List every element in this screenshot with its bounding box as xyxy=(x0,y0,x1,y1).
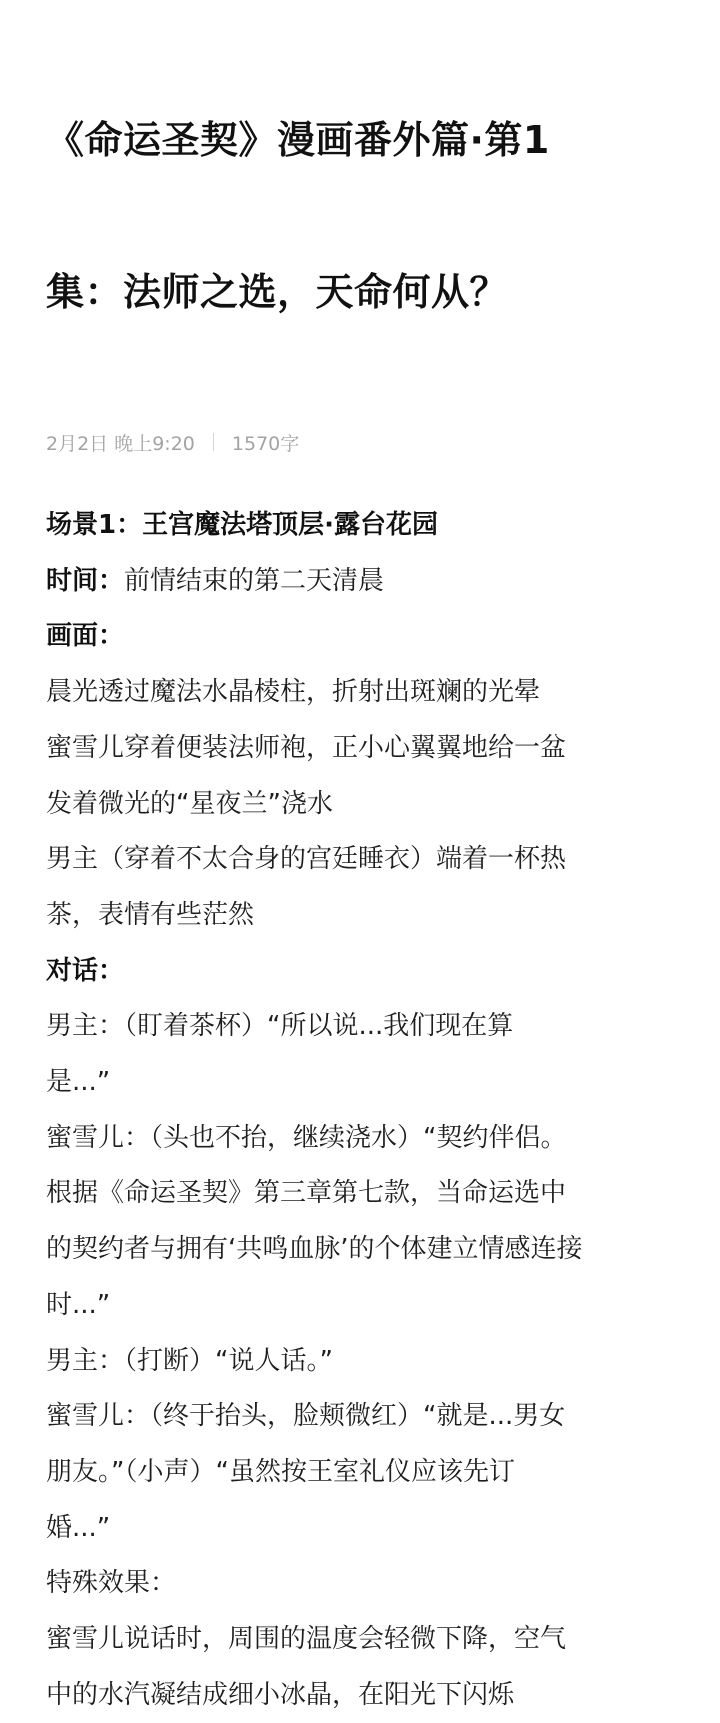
time-label: 时间： xyxy=(46,565,125,596)
article xyxy=(46,0,686,1723)
paragraph-line: 蜜雪儿说话时，周围的温度会轻微下降，空气 xyxy=(46,1624,567,1655)
article-title xyxy=(46,0,686,406)
meta-divider xyxy=(213,433,214,451)
paragraph-line: 茶，表情有些茫然 xyxy=(46,899,255,930)
paragraph-line: 男主（穿着不太合身的宫廷睡衣）端着一杯热 xyxy=(46,844,567,875)
dialogue-line: 是...” xyxy=(46,1067,111,1098)
paragraph-line: 蜜雪儿穿着便装法师袍，正小心翼翼地给一盆 xyxy=(46,732,567,763)
paragraph-line: 中的水汽凝结成细小冰晶，在阳光下闪烁 xyxy=(46,1679,515,1710)
paragraph-line: 晨光透过魔法水晶棱柱，折射出斑斓的光晕 xyxy=(46,677,541,708)
title-line: 《命运圣契》漫画番外篇·第1 xyxy=(46,118,550,162)
word-count: 1570字 xyxy=(231,432,300,455)
publish-date: 2月2日 晚上9:20 xyxy=(46,432,195,455)
effects-heading: 特殊效果： xyxy=(46,1568,177,1599)
dialogue-line: 根据《命运圣契》第三章第七款，当命运选中 xyxy=(46,1178,567,1209)
time-line xyxy=(46,554,686,610)
time-value: 前情结束的第二天清晨 xyxy=(124,565,385,596)
dialogue-line: 朋友。”（小声）“虽然按王室礼仪应该先订 xyxy=(46,1456,515,1487)
scene-heading: 场景1：王宫魔法塔顶层·露台花园 xyxy=(46,510,438,540)
dialogue-line: 的契约者与拥有‘共鸣血脉’的个体建立情感连接 xyxy=(46,1234,583,1265)
dialogue-heading: 对话： xyxy=(46,955,125,986)
dialogue-line: 婚...” xyxy=(46,1512,111,1543)
visual-heading: 画面： xyxy=(46,621,125,652)
dialogue-line: 蜜雪儿：（终于抬头，脸颊微红）“就是...男女 xyxy=(46,1401,566,1432)
title-line: 集：法师之选，天命何从？ xyxy=(46,270,509,314)
dialogue-line: 蜜雪儿：（头也不抬，继续浇水）“契约伴侣。 xyxy=(46,1122,567,1153)
dialogue-line: 男主：（盯着茶杯）“所以说...我们现在算 xyxy=(46,1011,514,1042)
dialogue-line: 男主：（打断）“说人话。” xyxy=(46,1345,333,1376)
paragraph-line: 发着微光的“星夜兰”浇水 xyxy=(46,788,333,819)
article-meta xyxy=(46,427,686,457)
article-body xyxy=(46,498,686,1723)
dialogue-line: 时...” xyxy=(46,1289,111,1320)
